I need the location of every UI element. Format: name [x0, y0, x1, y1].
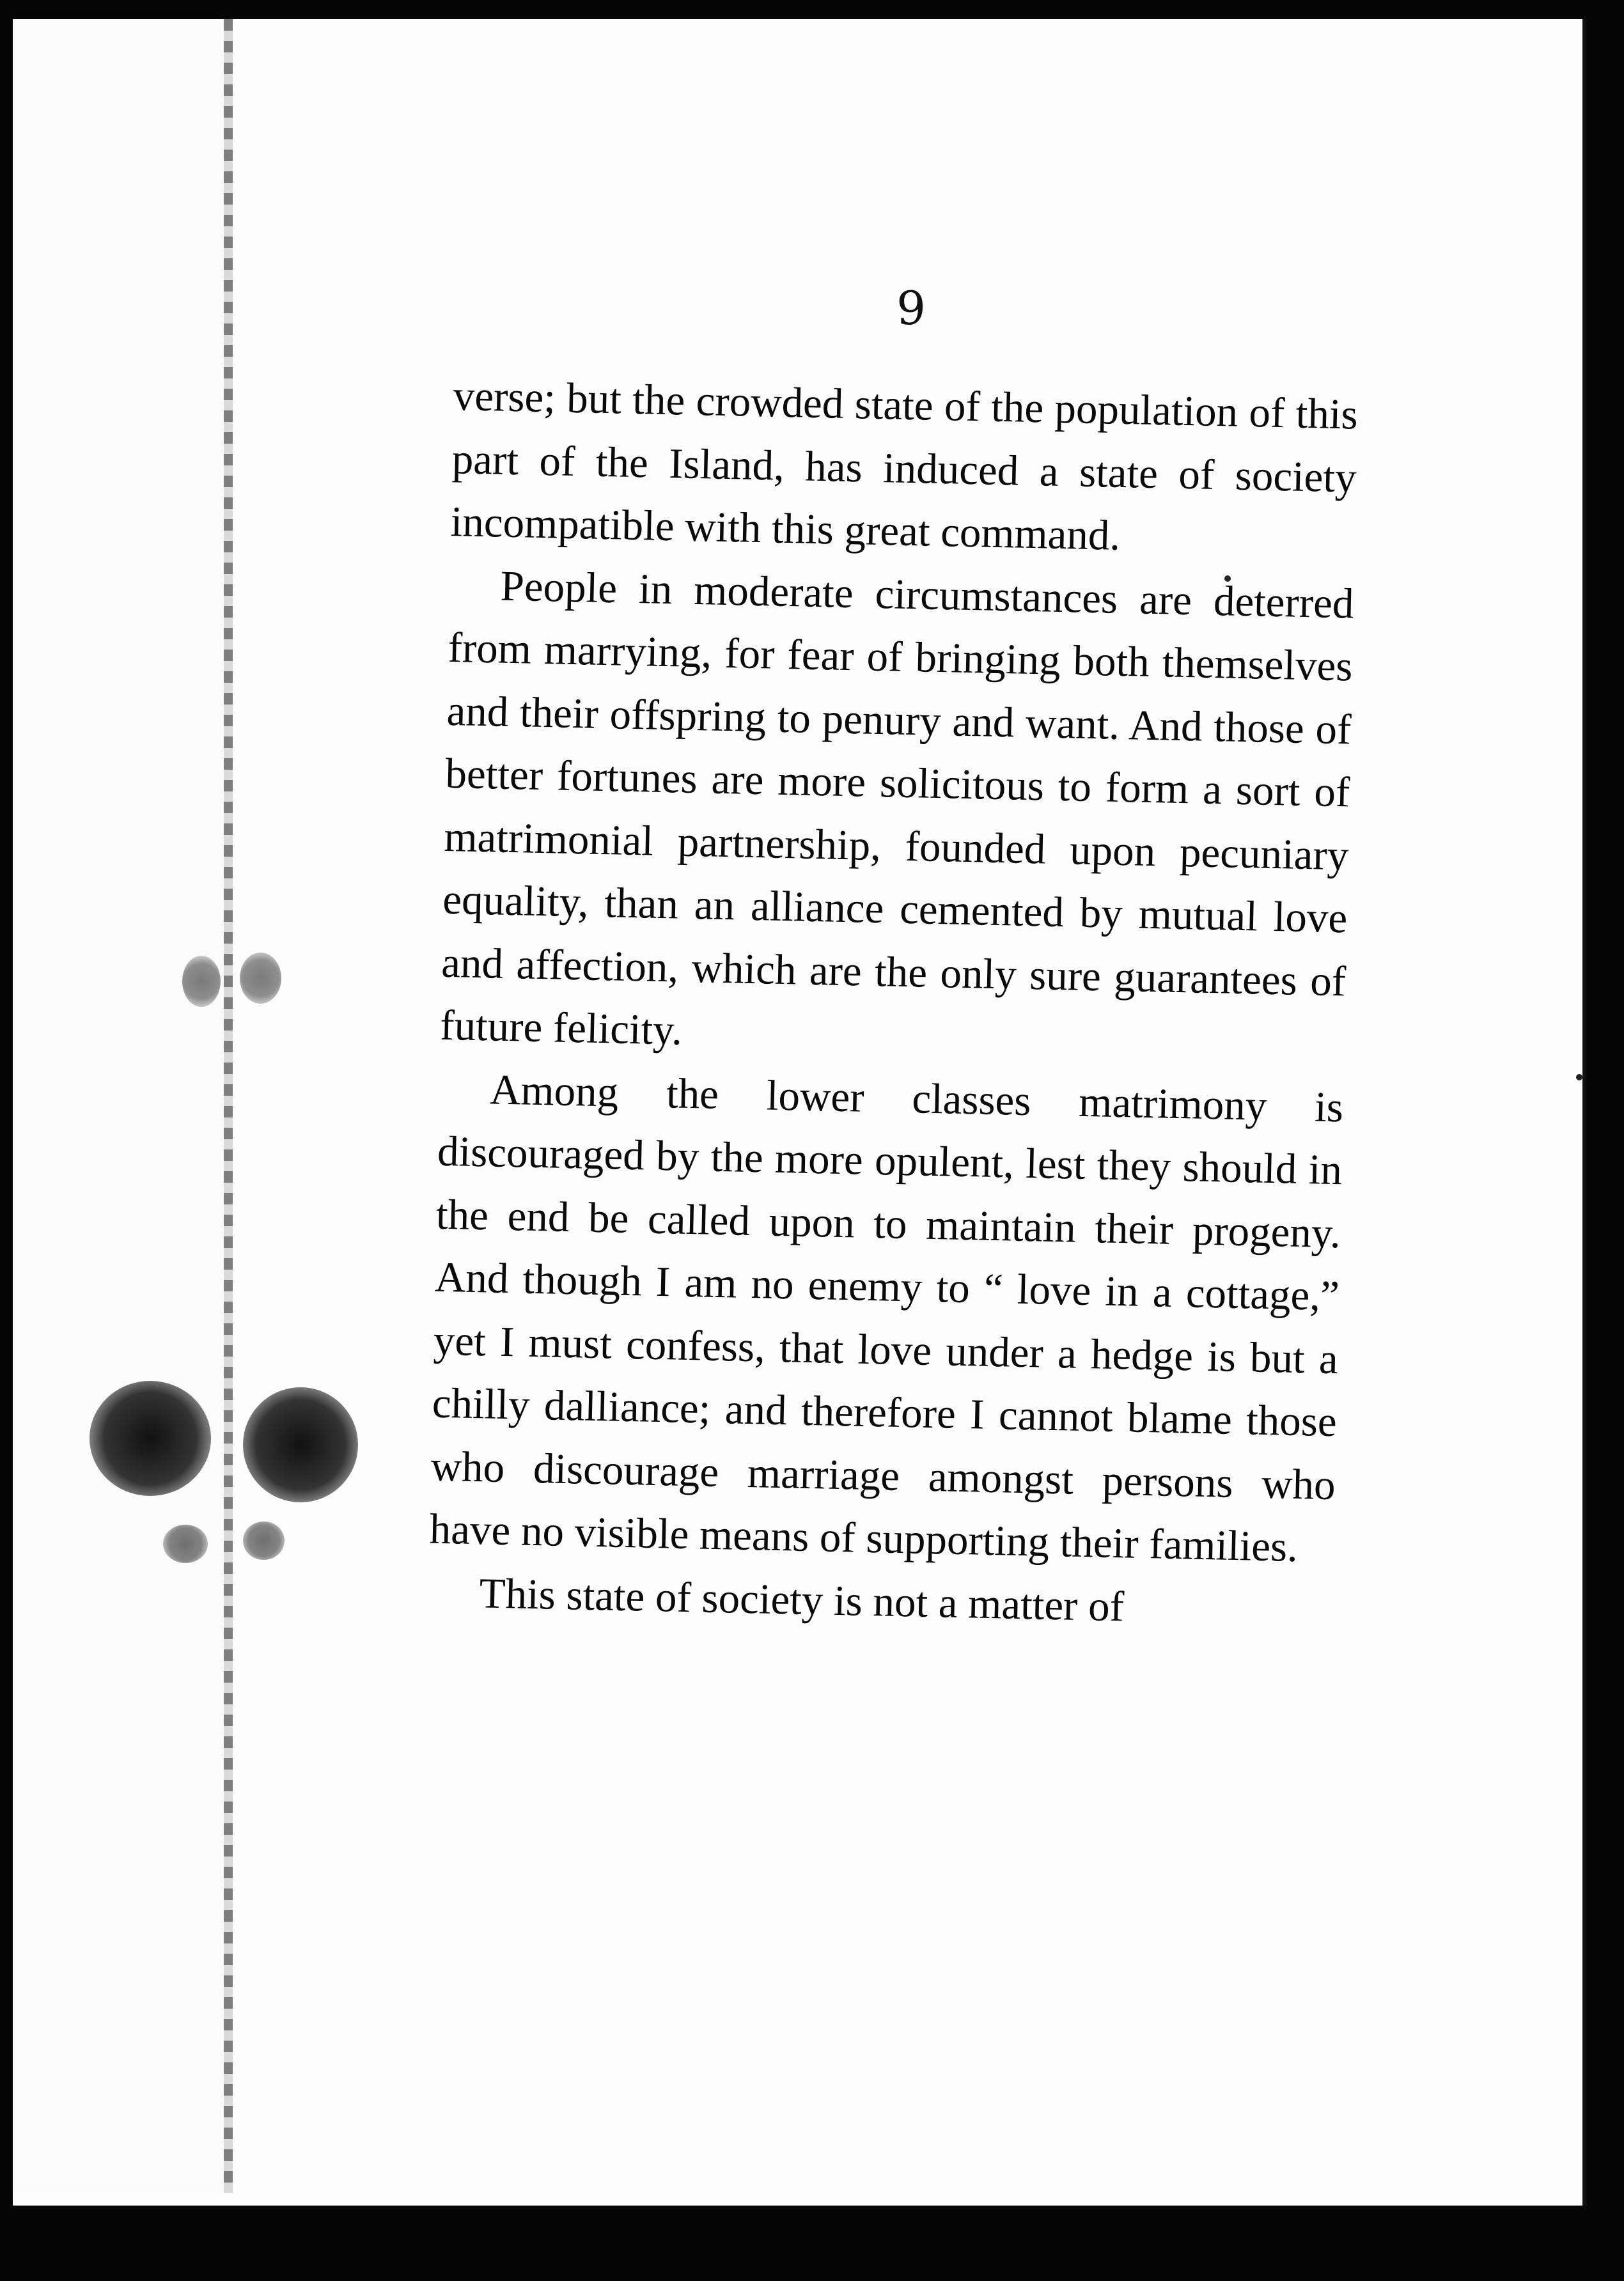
binding-gutter	[224, 19, 233, 2193]
margin-speck	[1576, 1074, 1582, 1080]
ink-stain	[90, 1381, 211, 1496]
ink-stain	[240, 953, 281, 1004]
page-number: 9	[896, 281, 926, 335]
paragraph: verse; but the crowded state of the population of this part of the Island, has induced a state of society incompatible with this great command.	[450, 371, 1359, 559]
paragraph: This state of society is not a matter of	[478, 1569, 1125, 1630]
ink-stain	[182, 956, 221, 1007]
page-sheet	[13, 19, 1586, 2206]
paragraph: Among the lower classes matrimony is discouraged by the more opulent, lest they should in the end be called upon to maintain their progeny. And though I am no enemy to “ love in a cottage,” yet I must confess, that love under a hedge is but a chilly dalliance; and therefore I cannot blame those who discourage marriage amongst persons who have no visible means of supporting their families.	[429, 1065, 1344, 1571]
paragraph: People in moderate circumstances are deterred from marrying, for fear of bringing both themselves and their offspring to penury and want. And those of better fortunes are more solicitous to form a sort of matrimonial partnership, founded upon pecuniary equality, than an alliance cemented by mutual love and affection, which are the only sure guarantees of future felicity.	[439, 562, 1355, 1054]
facing-page-edge	[13, 19, 224, 2193]
ink-stain	[243, 1387, 358, 1502]
body-text	[428, 364, 1359, 1642]
ink-stain	[243, 1522, 285, 1560]
ink-stain	[163, 1525, 208, 1563]
